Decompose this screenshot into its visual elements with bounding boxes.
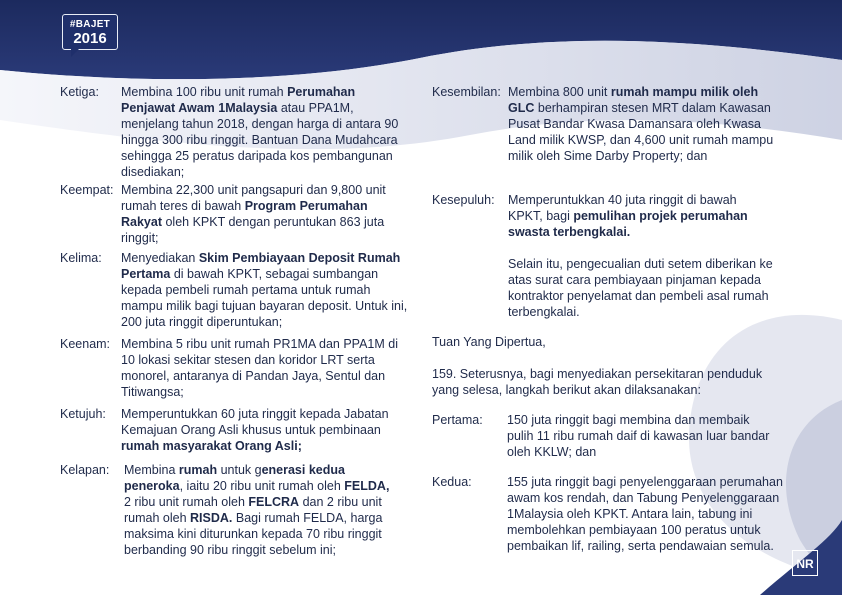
item-body <box>124 462 396 558</box>
item-label: Pertama: <box>432 413 483 427</box>
text-run: Bagi rumah FELDA, harga maksima kini diturunkan kepada 70 ribu ringgit berbanding 90 ribu ringgit sebelum ini; <box>124 511 383 557</box>
bold-text: pengecualian duti setem diberikan ke atas surat cara pembiayaan pinjaman <box>508 257 773 287</box>
speech-tail <box>71 49 79 57</box>
text-run: 150 juta ringgit bagi membina dan membaik pulih 11 ribu rumah daif di kawasan luar bandar oleh KKLW; dan <box>507 413 770 459</box>
text-run: Membina 100 ribu unit rumah <box>121 85 288 99</box>
bold-text: rumah masyarakat Orang Asli; <box>121 439 302 453</box>
nr-logo: NR <box>792 550 818 576</box>
item-label: Ketiga: <box>60 85 99 99</box>
item-body <box>121 182 406 246</box>
bold-text: Skim Pembiayaan Deposit Rumah Pertama <box>121 251 401 281</box>
text-run: Membina 5 ribu unit rumah PR1MA dan PPA1M di 10 lokasi sekitar stesen dan koridor LRT serta monorel, antaranya di Pandan Jaya, Sentul dan Titiwangsa; <box>121 337 398 399</box>
text-run: 2 ribu unit rumah oleh <box>124 495 249 509</box>
item-label: Kelapan: <box>60 463 110 477</box>
item-body <box>121 84 411 180</box>
paragraph-159: 159. Seterusnya, bagi menyediakan persekitaran penduduk yang selesa, langkah berikut akan dilaksanakan: <box>432 367 763 397</box>
tuan-yang-dipertua: Tuan Yang Dipertua, <box>432 335 546 349</box>
text-run: kepada kontraktor penyelamat dan pembeli asal rumah terbengkalai. <box>508 273 769 319</box>
text-run: berhampiran stesen MRT dalam Kawasan Pusat Bandar Kwasa Damansara oleh Kwasa Land milik KWSP, dan 4,600 unit rumah mampu milik oleh Sime Darby Property; dan <box>508 101 774 163</box>
bold-text: Program Perumahan Rakyat <box>121 199 368 229</box>
text-run: dan 2 ribu unit rumah oleh <box>124 495 382 525</box>
selain-paragraph <box>508 256 776 320</box>
text-run: 155 juta ringgit bagi penyelenggaraan perumahan awam kos rendah, dan Tabung Penyelenggaraan 1Malaysia oleh KPKT. Antara lain, tabung ini membolehkan pembiayaan 100 peratus untuk pembaikan lif, railing, serta pendawaian semula. <box>507 475 783 553</box>
bold-text: pemulihan projek perumahan swasta terbengkalai. <box>508 209 748 239</box>
item-label: Kelima: <box>60 251 102 265</box>
text-run: Memperuntukkan 40 juta ringgit di bawah KPKT, bagi <box>508 193 737 223</box>
item-body <box>121 336 411 400</box>
text-run: , iaitu 20 ribu unit rumah oleh <box>179 479 345 493</box>
bold-text: rumah mampu milik oleh GLC <box>508 85 759 115</box>
text-run: untuk g <box>217 463 262 477</box>
item-body <box>508 192 770 240</box>
item-label: Kesepuluh: <box>432 193 495 207</box>
text-run: Membina <box>124 463 179 477</box>
text-run: Membina 22,300 unit pangsapuri dan 9,800 unit rumah teres di bawah <box>121 183 386 213</box>
item-label: Keempat: <box>60 183 114 197</box>
item-label: Kedua: <box>432 475 472 489</box>
item-label: Keenam: <box>60 337 111 351</box>
item-label: Ketujuh: <box>60 407 106 421</box>
item-body <box>121 250 411 330</box>
text-run: Selain itu, <box>508 257 567 271</box>
bold-text: enerasi kedua peneroka <box>124 463 345 493</box>
text-run: Memperuntukkan 60 juta ringgit kepada Jabatan Kemajuan Orang Asli khusus untuk pembinaan <box>121 407 389 437</box>
bold-text: FELCRA <box>248 495 300 509</box>
item-body <box>121 406 411 454</box>
text-run: di bawah KPKT, sebagai sumbangan kepada pembeli rumah pertama untuk rumah mampu milik bagi tujuan bayaran deposit. Untuk ini, 200 juta ringgit diperuntukan; <box>121 267 408 329</box>
text-run: Membina 800 unit <box>508 85 611 99</box>
bold-text: Perumahan Penjawat Awam 1Malaysia <box>121 85 356 115</box>
text-run: oleh KPKT dengan peruntukan 863 juta ringgit; <box>121 215 385 245</box>
bold-text: FELDA, <box>344 479 390 493</box>
badge-tag: #BAJET <box>69 19 111 30</box>
bajet-2016-badge <box>62 14 118 50</box>
bold-text: RISDA. <box>190 511 233 525</box>
bold-text: rumah <box>178 463 218 477</box>
item-body <box>507 412 777 460</box>
item-body <box>508 84 780 164</box>
badge-year: 2016 <box>73 30 107 47</box>
text-run: Menyediakan <box>121 251 199 265</box>
item-label: Kesembilan: <box>432 85 501 99</box>
item-body <box>507 474 787 554</box>
text-run: atau PPA1M, menjelang tahun 2018, dengan harga di antara 90 hingga 300 ribu ringgit. Bantuan Dana Mudahcara sehingga 25 peratus daripada kos pembangunan disediakan; <box>121 101 399 179</box>
